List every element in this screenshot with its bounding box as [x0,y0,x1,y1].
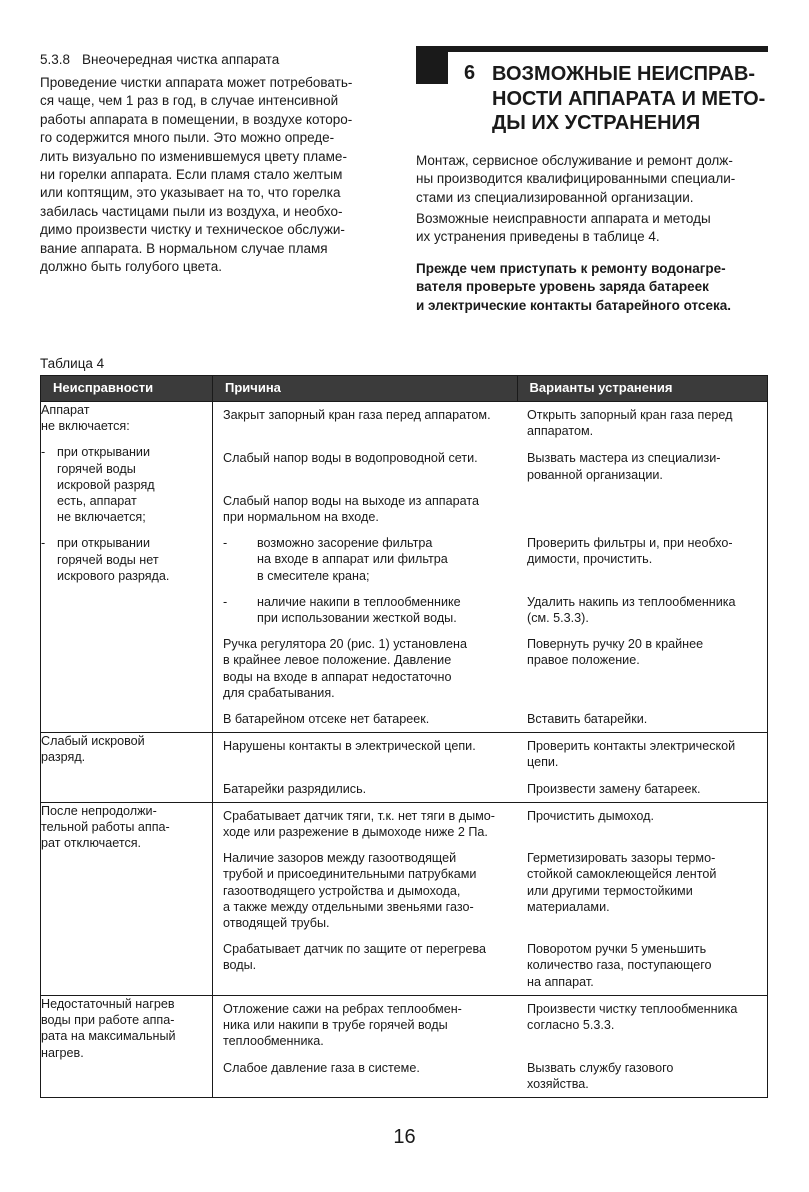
text-line: есть, аппарат [57,494,137,509]
text-line: их устранения приведены в таблице 4. [416,229,660,245]
fault-cell [41,802,213,995]
text-line: Слабое давление газа в системе. [223,1060,420,1075]
text-line: Герметизировать зазоры термо- [527,851,716,866]
text-line: Возможные неисправности аппарата и методы [416,211,711,226]
remedy [517,535,767,584]
remedy [517,781,767,797]
text-line: согласно 5.3.3. [527,1018,615,1033]
text-line: димости, прочистить. [527,552,653,567]
text-line: не включается; [57,510,146,525]
text-line: В батарейном отсеке нет батареек. [223,712,430,727]
remedy [517,738,767,770]
left-section [40,50,390,276]
cause [213,1001,517,1050]
text-line: ника или накипи в трубе горячей воды [223,1018,448,1033]
header-cause: Причина [213,376,518,402]
section-title: Внеочередная чистка аппарата [82,52,280,67]
text-line: Удалить накипь из теплообменника [527,594,736,609]
table-row [41,802,768,995]
chapter-paragraph-2 [416,210,711,247]
section-body [40,74,390,276]
cause [213,941,517,990]
text-line: работы аппарата в помещении, в воздухе которо- [40,111,353,127]
text-line: при открывании [57,536,150,551]
text-line: димо произвести чистку и техническое обслужи- [40,222,345,238]
chapter-marker-block [416,46,448,84]
text-line: на аппарат. [527,974,594,989]
remedy [517,711,767,727]
text-line: а также между отдельными звеньями газо- [223,899,474,914]
cause [257,535,448,584]
cause [213,711,517,727]
text-line: горячей воды [57,461,136,476]
text-line: наличие накипи в теплообменнике [257,594,461,609]
fault-text [41,402,212,434]
remedy [517,636,767,701]
section-number: 5.3.8 [40,52,71,67]
cause [257,594,461,626]
fault-text [41,733,212,765]
text-line: газоотводящего устройства и дымохода, [223,883,461,898]
text-line: или коптящим, это указывает на то, что горелка [40,185,341,201]
text-line: рованной организации. [527,467,663,482]
text-line: разряд. [41,750,86,765]
faults-table [40,375,768,1098]
text-line: Вызвать службу газового [527,1060,674,1075]
text-line: ни горелки аппарата. Если пламя стало желтым [40,167,343,183]
text-line: Вставить батарейки. [527,712,648,727]
text-line: трубой и присоединительными патрубками [223,867,477,882]
fault-text [41,803,212,852]
section-heading [40,50,390,70]
chapter-paragraph-1 [416,152,735,207]
text-line: не включается: [41,419,130,434]
cause [213,738,517,770]
cause [213,808,517,840]
text-line: Батарейки разрядились. [223,781,367,796]
text-line: После непродолжи- [41,803,157,818]
text-line: при нормальном на входе. [223,510,379,525]
text-line: Аппарат [41,403,90,417]
cause [213,450,517,482]
text-line: Поворотом ручки 5 уменьшить [527,942,707,957]
text-line: при открывании [57,445,150,460]
text-line: горячей воды нет [57,552,159,567]
remedy [517,594,767,626]
text-line: Произвести замену батареек. [527,781,701,796]
fault-subitem: - при открывании горячей воды нет искрового разряда. [41,536,170,583]
cause-remedy-cell: Закрыт запорный кран газа перед аппаратом. Открыть запорный кран газа перед аппаратом. Слабый напор воды в водопроводной сети. Вызвать мастера из специализи- рованной организации. Слабый напор воды на выходе из аппарата при нормальном на входе. - возможно засорение фильтра на входе в аппарат или фильтра в смесителе крана; Проверить фильтры и, при необхо- димости, прочистить. - наличие накипи в теплообменнике при использовании жесткой воды. Удалить накипь из теплообменника (см. 5.3.3). Ручка регулятора 20 (рис. 1) установлена в крайнее левое положение. Давление воды на входе в аппарат недостаточно для срабатывания. Повернуть ручку 20 в крайнее правое положение. В батарейном отсеке нет батареек. Вставить батарейки. [213,402,768,733]
text-line: Отложение сажи на ребрах теплообмен- [223,1001,462,1016]
fault-text [41,996,212,1061]
text-line: ходе или разрежение в дымоходе ниже 2 Па. [223,825,488,840]
cause [213,636,517,701]
text-line: Слабый напор воды в водопроводной сети. [223,451,478,466]
text-line: воды при работе аппа- [41,1013,175,1028]
text-line: Прежде чем приступать к ремонту водонагре- [416,261,726,276]
text-line: Открыть запорный кран газа перед [527,408,733,422]
text-line: Проведение чистки аппарата может потребовать- [40,75,353,90]
text-line: при использовании жесткой воды. [257,611,457,626]
page-number: 16 [393,1126,416,1148]
fault-cell [41,995,213,1097]
cause [213,781,517,797]
cause-remedy-cell [213,802,768,995]
chapter-rule [448,46,768,52]
text-line: Нарушены контакты в электрической цепи. [223,739,476,754]
chapter-number: 6 [464,62,476,84]
text-line: НОСТИ АППАРАТА И МЕТО- [492,87,766,110]
text-line: вателя проверьте уровень заряда батареек [416,279,709,295]
remedy [517,1060,767,1092]
text-line: рат отключается. [41,836,142,851]
text-line: воды. [223,958,257,973]
text-line: отводящей трубы. [223,916,330,931]
text-line: нагрев. [41,1045,84,1060]
text-line: Слабый напор воды на выходе из аппарата [223,493,479,508]
text-line: или другими термостойкими [527,883,693,898]
text-line: искрового разряда. [57,568,170,583]
text-line: ДЫ ИХ УСТРАНЕНИЯ [492,112,701,134]
cause-remedy-cell [213,733,768,803]
text-line: материалами. [527,899,610,914]
chapter-warning [416,260,731,315]
text-line: в крайнее левое положение. Давление [223,653,452,668]
remedy [517,407,767,439]
table-caption: Таблица 4 [40,356,105,371]
header-remedy: Варианты устранения [517,376,767,402]
table-row [41,733,768,803]
text-line: Произвести чистку теплообменника [527,1001,738,1016]
text-line: тельной работы аппа- [41,820,170,835]
table-row [41,402,768,733]
text-line: теплообменника. [223,1034,324,1049]
text-line: правое положение. [527,653,640,668]
text-line: ВОЗМОЖНЫЕ НЕИСПРАВ- [492,63,756,85]
remedy [517,941,767,990]
text-line: должно быть голубого цвета. [40,259,222,275]
fault-cell [41,733,213,803]
cause-remedy-cell [213,995,768,1097]
text-line: Срабатывает датчик тяги, т.к. нет тяги в дымо- [223,808,495,823]
text-line: и электрические контакты батарейного отсека. [416,297,731,313]
cause [213,493,517,525]
remedy [517,808,767,840]
text-line: стами из специализированной организации. [416,189,694,205]
text-line: в смесителе крана; [257,568,370,583]
text-line: Слабый искровой [41,734,145,749]
remedy [517,1001,767,1050]
text-line: хозяйства. [527,1076,589,1091]
text-line: вание аппарата. В нормальном случае пламя [40,240,328,256]
fault-cell [41,402,213,733]
cause [213,1060,517,1092]
header-faults: Неисправности [41,376,213,402]
chapter-title [492,62,765,136]
text-line: Повернуть ручку 20 в крайнее [527,637,704,652]
remedy [517,850,767,931]
text-line: Срабатывает датчик по защите от перегрева [223,942,487,957]
text-line: цепи. [527,755,559,770]
text-line: лить визуально по изменившемуся цвету пламе- [40,148,347,164]
text-line: искровой разряд [57,477,155,492]
text-line: рата на максимальный [41,1029,176,1044]
text-line: го содержится много пыли. Это можно опреде- [40,130,335,146]
text-line: аппаратом. [527,424,594,439]
text-line: Закрыт запорный кран газа перед аппаратом. [223,408,491,422]
text-line: Вызвать мастера из специализи- [527,451,721,466]
table-header-row [41,376,768,402]
text-line: ны производится квалифицированными специали- [416,171,736,187]
table-row [41,995,768,1097]
text-line: количество газа, поступающего [527,958,712,973]
text-line: Проверить контакты электрической [527,739,736,754]
text-line: возможно засорение фильтра [257,536,433,551]
text-line: Недостаточный нагрев [41,996,175,1011]
text-line: Прочистить дымоход. [527,808,654,823]
fault-subitem: - при открывании горячей воды искровой разряд есть, аппарат не включается; [41,445,155,525]
text-line: Монтаж, сервисное обслуживание и ремонт долж- [416,153,733,168]
text-line: воды на входе в аппарат недостаточно [223,669,452,684]
text-line: стойкой самоклеющейся лентой [527,867,717,882]
text-line: Ручка регулятора 20 (рис. 1) установлена [223,637,467,652]
text-line: Проверить фильтры и, при необхо- [527,536,733,551]
text-line: забилась частицами пыли из воздуха, и необхо- [40,203,343,219]
text-line: Наличие зазоров между газоотводящей [223,851,457,866]
text-line: (см. 5.3.3). [527,611,589,626]
text-line: для срабатывания. [223,685,335,700]
cause [213,850,517,931]
cause [213,407,517,439]
text-line: на входе в аппарат или фильтра [257,552,448,567]
text-line: ся чаще, чем 1 раз в год, в случае интенсивной [40,93,339,109]
remedy [517,450,767,482]
